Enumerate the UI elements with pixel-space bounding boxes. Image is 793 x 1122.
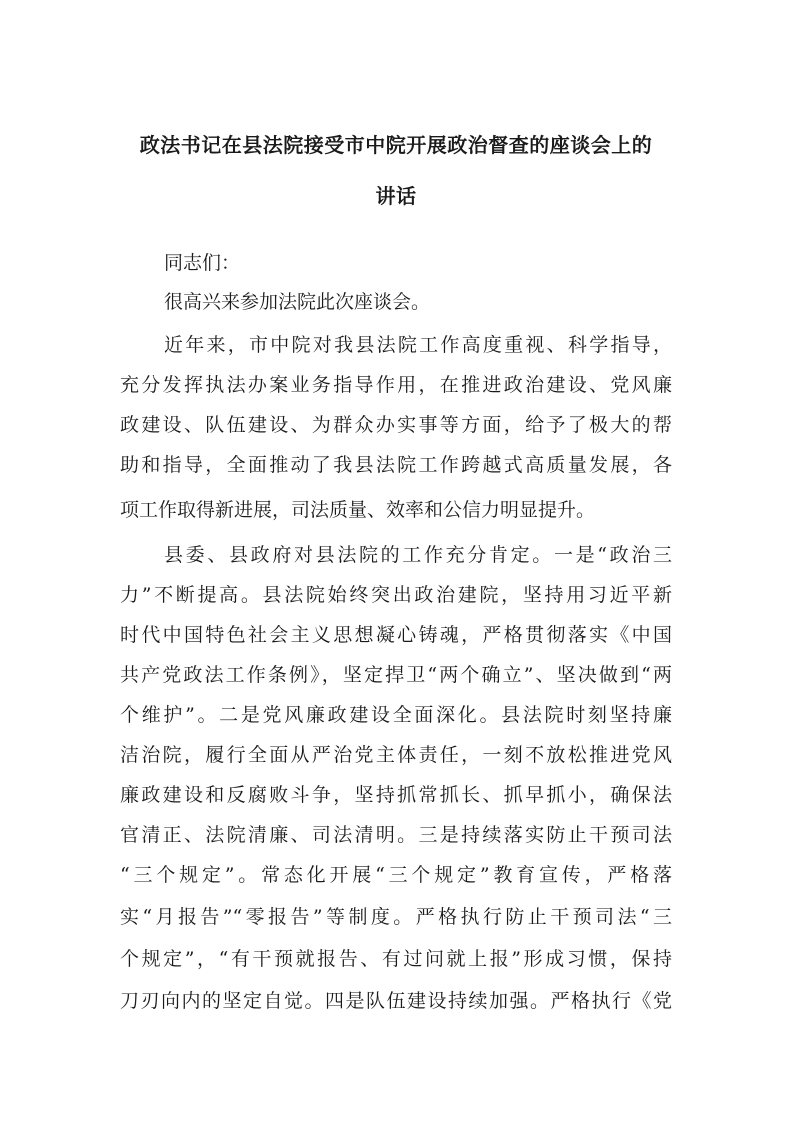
paragraph-line: 近年来，市中院对我县法院工作高度重视、科学指导， bbox=[164, 334, 672, 356]
paragraph-line: 个规定”，“有干预就报告、有过问就上报”形成习惯，保持 bbox=[120, 948, 672, 970]
paragraph-line: 充分发挥执法办案业务指导作用，在推进政治建设、党风廉 bbox=[120, 374, 672, 396]
paragraph-line: “三个规定”。常态化开展“三个规定”教育宣传，严格落 bbox=[120, 864, 672, 886]
paragraph-line: 官清正、法院清廉、司法清明。三是持续落实防止干预司法 bbox=[120, 824, 672, 846]
paragraph-line: 刀刃向内的坚定自觉。四是队伍建设持续加强。严格执行《党 bbox=[120, 990, 672, 1012]
paragraph-line: 个维护”。二是党风廉政建设全面深化。县法院时刻坚持廉 bbox=[120, 704, 672, 726]
salutation: 同志们： bbox=[164, 252, 241, 274]
paragraph-line: 力”不断提高。县法院始终突出政治建院，坚持用习近平新 bbox=[120, 584, 672, 606]
paragraph-line: 助和指导，全面推动了我县法院工作跨越式高质量发展，各 bbox=[120, 454, 672, 476]
document-title-line-1: 政法书记在县法院接受市中院开展政治督查的座谈会上的 bbox=[139, 133, 653, 157]
paragraph-line: 县委、县政府对县法院的工作充分肯定。一是“政治三 bbox=[164, 544, 672, 566]
paragraph-line: 项工作取得新进展，司法质量、效率和公信力明显提升。 bbox=[120, 499, 596, 521]
paragraph-line: 洁治院，履行全面从严治党主体责任，一刻不放松推进党风 bbox=[120, 744, 672, 766]
paragraph-line: 共产党政法工作条例》，坚定捍卫“两个确立”、坚决做到“两 bbox=[120, 664, 672, 686]
paragraph-line: 廉政建设和反腐败斗争，坚持抓常抓长、抓早抓小，确保法 bbox=[120, 784, 672, 806]
document-title-line-2: 讲话 bbox=[375, 184, 417, 208]
paragraph-line: 政建设、队伍建设、为群众办实事等方面，给予了极大的帮 bbox=[120, 414, 672, 436]
paragraph-line: 时代中国特色社会主义思想凝心铸魂，严格贯彻落实《中国 bbox=[120, 624, 672, 646]
paragraph-line: 很高兴来参加法院此次座谈会。 bbox=[164, 291, 431, 313]
paragraph-line: 实“月报告”“零报告”等制度。严格执行防止干预司法“三 bbox=[120, 906, 672, 928]
